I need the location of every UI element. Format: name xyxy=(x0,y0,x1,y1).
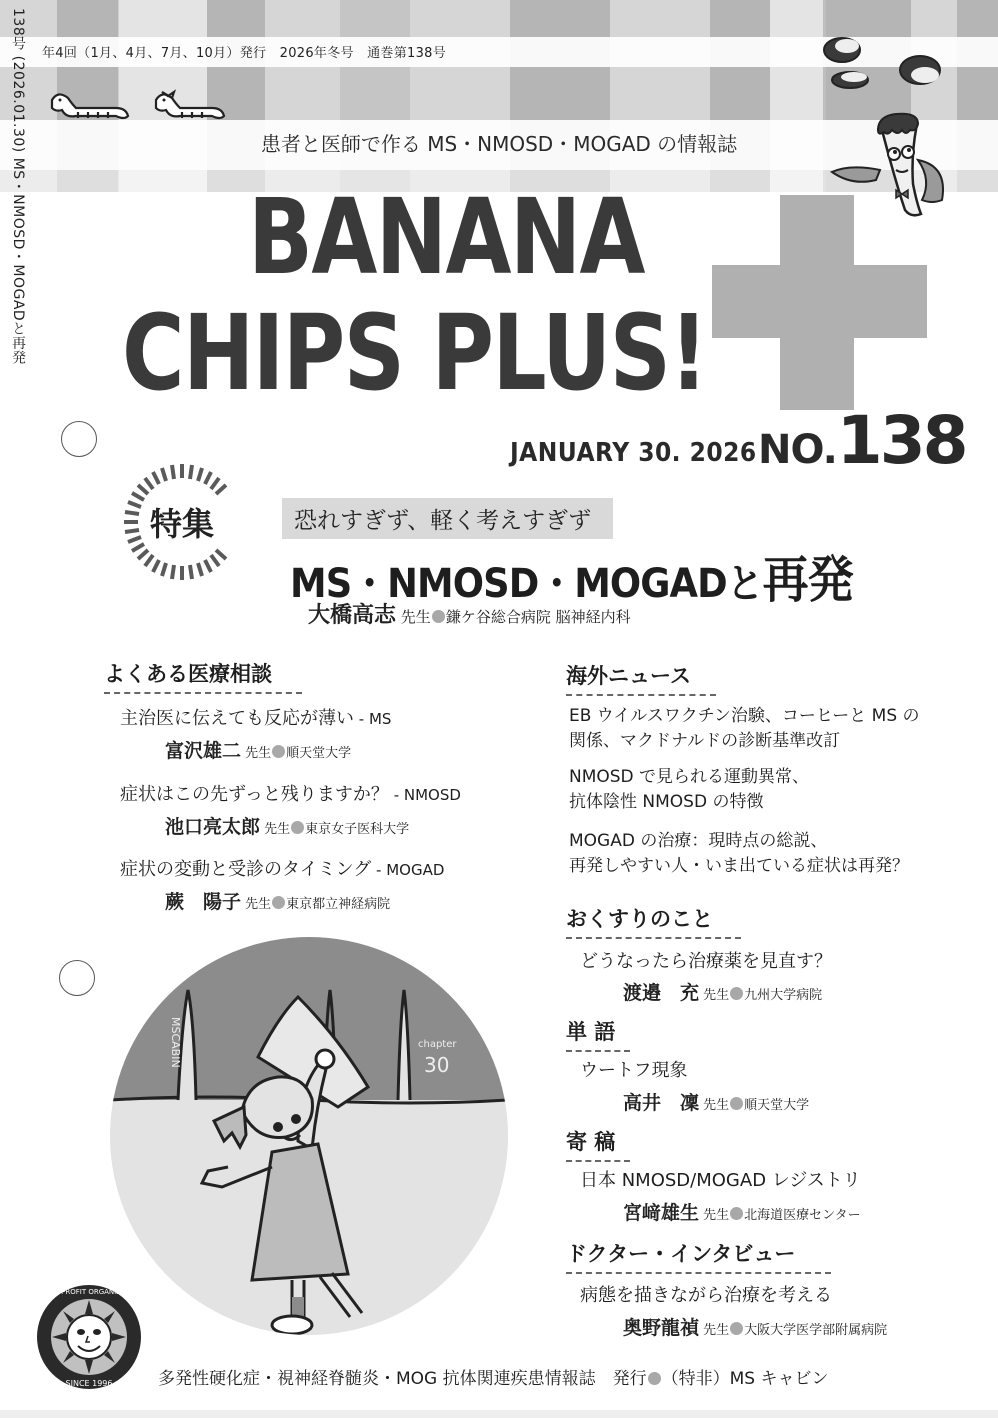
consultation-tag: - MOGAD xyxy=(371,861,445,879)
bullet-dot-icon xyxy=(648,1372,661,1385)
author-title: 先生 xyxy=(245,746,272,761)
bullet-dot-icon xyxy=(272,896,285,909)
author-name: 高井 凜 xyxy=(623,1092,700,1114)
illustration-signature: MSCABIN xyxy=(169,1017,182,1068)
news-item xyxy=(569,829,909,879)
masthead-title-line1: BANANA xyxy=(248,176,644,298)
spine-text: 138号 (2026.01.30) MS・NMOSD・MOGADと再発 xyxy=(10,8,26,365)
bullet-dot-icon xyxy=(291,821,304,834)
organization-sun-logo-icon xyxy=(34,1282,144,1392)
issue-date: JANUARY 30. 2026 xyxy=(510,438,757,468)
issue-number xyxy=(758,402,966,479)
section-heading-overseas-news: 海外ニュース xyxy=(566,660,716,692)
author-affiliation: 東京女子医科大学 xyxy=(305,822,410,837)
glossary-title: ウートフ現象 xyxy=(580,1060,688,1081)
author-title: 先生 xyxy=(703,1098,730,1113)
logo-top-text: A NON-PROFIT ORGANIZATION xyxy=(35,1288,143,1296)
author-affiliation: 順天堂大学 xyxy=(744,1098,810,1113)
issue-info: 年4回（1月、4月、7月、10月）発行 2026年冬号 通巻第138号 xyxy=(42,46,447,61)
interview-author xyxy=(623,1313,887,1340)
worm-doodles-icon xyxy=(48,88,228,128)
banana-mascot-icon xyxy=(820,30,970,220)
author-affiliation: 北海道医療センター xyxy=(744,1208,861,1223)
plus-sign-icon xyxy=(712,195,927,410)
feature-author-name: 大橋高志 xyxy=(308,603,397,628)
interview-title: 病態を描きながら治療を考える xyxy=(580,1285,832,1306)
bullet-dot-icon xyxy=(730,987,743,1000)
bullet-dot-icon xyxy=(432,610,445,623)
medicine-author xyxy=(623,978,822,1005)
author-title: 先生 xyxy=(703,1208,730,1223)
consultation-title xyxy=(120,704,391,730)
svg-text:30: 30 xyxy=(424,1053,450,1077)
author-title: 先生 xyxy=(703,1323,730,1338)
medicine-title: どうなったら治療薬を見直す？ xyxy=(580,951,832,972)
consultation-author xyxy=(165,812,409,839)
consultation-title xyxy=(120,780,461,806)
author-name: 宮﨑雄生 xyxy=(623,1202,700,1224)
consultation-title-text: 主治医に伝えても反応が薄い xyxy=(120,708,354,729)
author-title: 先生 xyxy=(703,988,730,1003)
feature-author-affiliation: 鎌ケ谷総合病院 脳神経内科 xyxy=(445,608,631,626)
logo-bottom-text: SINCE 1996 xyxy=(65,1379,113,1388)
feature-title-end: 再発 xyxy=(762,551,853,609)
author-title: 先生 xyxy=(245,897,272,912)
punch-hole-top xyxy=(61,421,97,457)
issue-number-value: 138 xyxy=(836,402,966,479)
news-item xyxy=(569,704,920,754)
girl-with-curtain-illustration-icon xyxy=(110,937,508,1335)
news-item-line: 関係、マクドナルドの診断基準改訂 xyxy=(569,731,841,751)
author-name: 池口亮太郎 xyxy=(165,816,261,838)
bottom-strip xyxy=(0,1410,998,1418)
cover-illustration xyxy=(110,937,508,1335)
feature-author-title: 先生 xyxy=(400,608,431,626)
svg-text:chapter: chapter xyxy=(418,1039,457,1050)
feature-label: 特集 xyxy=(149,505,214,543)
feature-title-main: MS・NMOSD・MOGADと xyxy=(290,561,763,607)
author-name: 奥野龍禎 xyxy=(623,1317,700,1339)
news-item-line: 抗体陰性 NMOSD の特徴 xyxy=(569,792,764,812)
footer-description: 多発性硬化症・視神経脊髄炎・MOG 抗体関連疾患情報誌 発行 xyxy=(158,1369,647,1389)
author-affiliation: 東京都立神経病院 xyxy=(286,897,391,912)
contribution-title: 日本 NMOSD/MOGAD レジストリ xyxy=(580,1170,861,1191)
news-item-line: NMOSD で見られる運動異常、 xyxy=(569,767,810,787)
author-affiliation: 九州大学病院 xyxy=(744,988,823,1003)
issue-number-prefix: NO. xyxy=(758,427,837,473)
feature-author xyxy=(308,598,631,629)
section-heading-medicine: おくすりのこと xyxy=(566,903,741,935)
bullet-dot-icon xyxy=(272,745,285,758)
consultation-tag: - NMOSD xyxy=(388,786,461,804)
section-heading-consultations: よくある医療相談 xyxy=(104,658,302,690)
consultation-title-text: 症状の変動と受診のタイミング xyxy=(120,859,372,880)
news-item-line: MOGAD の治療：現時点の総説、 xyxy=(569,831,828,851)
news-item-line: EB ウイルスワクチン治験、コーヒーと MS の xyxy=(569,706,920,726)
feature-subtitle: 恐れすぎず、軽く考えすぎず xyxy=(282,498,613,539)
news-item-line: 再発しやすい人・いま出ている症状は再発？ xyxy=(569,856,909,876)
news-item xyxy=(569,765,809,815)
consultation-title-text: 症状はこの先ずっと残りますか？ xyxy=(120,784,389,805)
glossary-author xyxy=(623,1088,809,1115)
author-affiliation: 大阪大学医学部附属病院 xyxy=(744,1323,888,1338)
section-heading-contribution: 寄 稿 xyxy=(566,1126,630,1158)
footer-publisher: （特非）MS キャビン xyxy=(661,1369,829,1389)
bullet-dot-icon xyxy=(730,1322,743,1335)
footer-publication-info xyxy=(158,1364,829,1389)
contribution-author xyxy=(623,1198,861,1225)
bullet-dot-icon xyxy=(730,1207,743,1220)
author-name: 蕨 陽子 xyxy=(165,891,242,913)
consultation-title xyxy=(120,855,444,881)
author-title: 先生 xyxy=(264,822,291,837)
consultation-author xyxy=(165,736,351,763)
punch-hole-bottom xyxy=(59,960,95,996)
author-name: 渡邉 充 xyxy=(623,982,700,1004)
section-heading-glossary: 単 語 xyxy=(566,1016,630,1048)
bullet-dot-icon xyxy=(730,1097,743,1110)
section-heading-interview: ドクター・インタビュー xyxy=(566,1238,831,1270)
tagline: 患者と医師で作る MS・NMOSD・MOGAD の情報誌 xyxy=(260,132,738,156)
masthead-title-line2: CHIPS PLUS! xyxy=(122,292,707,414)
author-affiliation: 順天堂大学 xyxy=(286,746,352,761)
consultation-tag: - MS xyxy=(354,710,392,728)
author-name: 富沢雄二 xyxy=(165,740,242,762)
consultation-author xyxy=(165,887,390,914)
